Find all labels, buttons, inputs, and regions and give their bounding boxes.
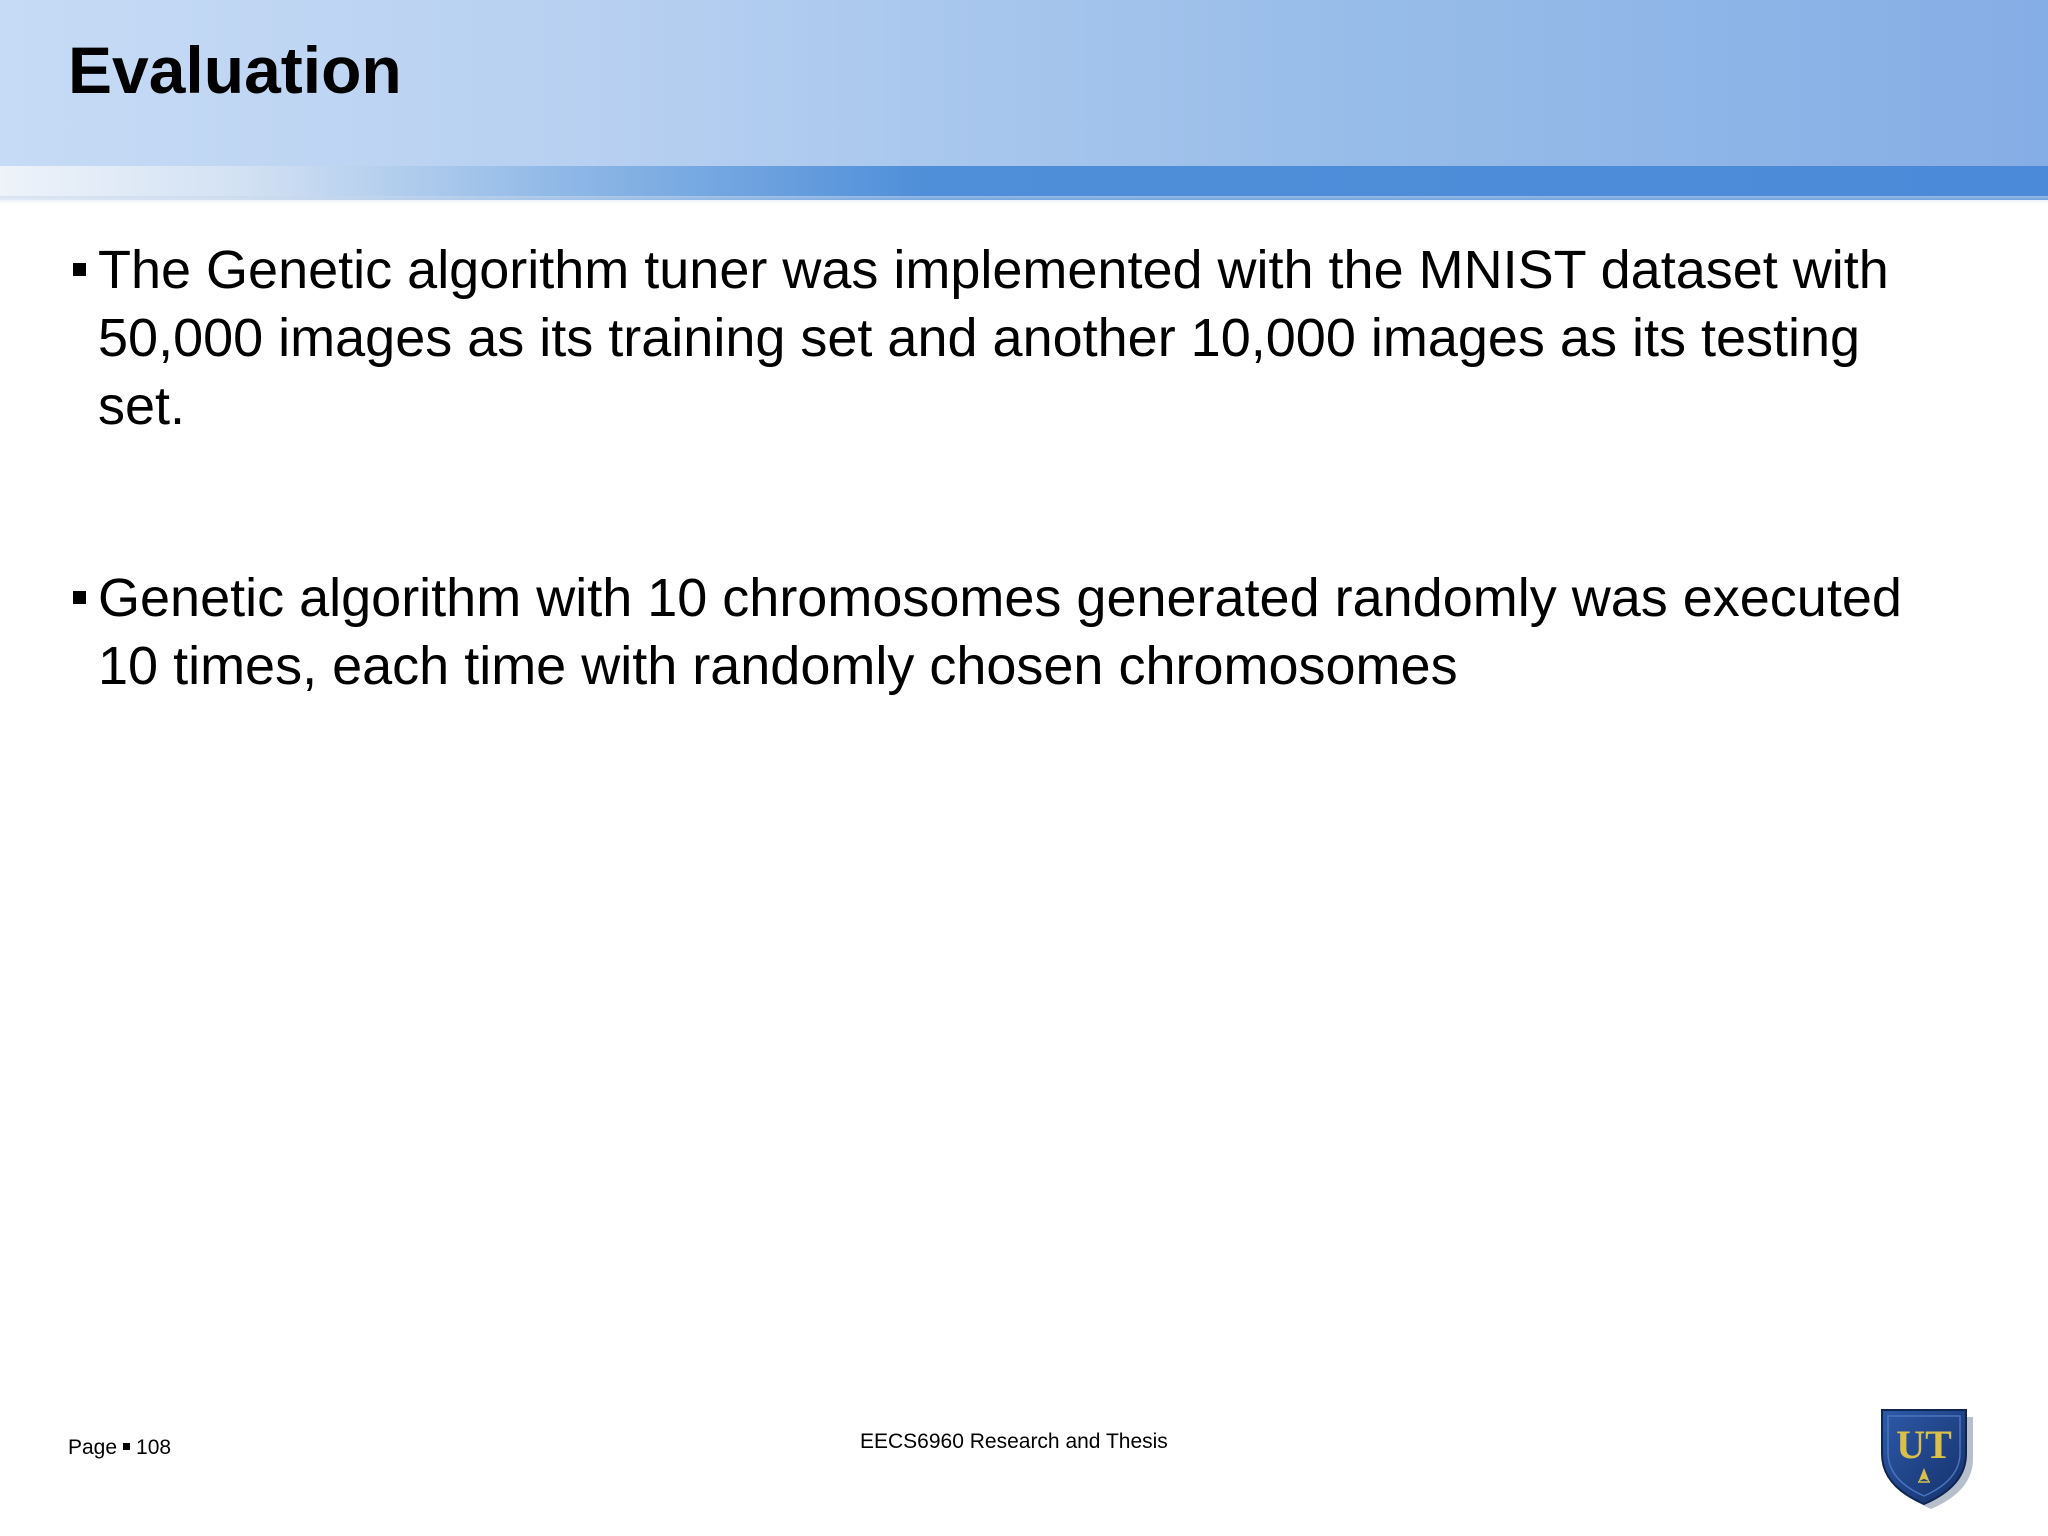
page-label: Page [68,1436,118,1459]
bullet-item [68,564,1948,700]
logo-letters: UT [1896,1422,1952,1467]
bullet-list [68,236,1948,700]
square-bullet-icon [73,263,86,276]
bullet-text: Genetic algorithm with 10 chromosomes generated randomly was executed 10 times, each time with randomly chosen chromosomes [98,568,1902,696]
bullet-item [68,236,1948,440]
header-stripe [0,166,2048,200]
page-number-footer [68,1436,171,1460]
university-shield-logo [1874,1406,1982,1510]
course-footer: EECS6960 Research and Thesis [860,1430,1168,1453]
page-number: 108 [136,1436,172,1459]
square-bullet-icon [73,591,86,604]
separator-square-icon [123,1443,130,1450]
header-stripe-shade [0,196,2048,204]
bullet-text: The Genetic algorithm tuner was implemented with the MNIST dataset with 50,000 images as its training set and another 10,000 images as its testing set. [98,240,1889,436]
slide-title: Evaluation [68,33,402,107]
